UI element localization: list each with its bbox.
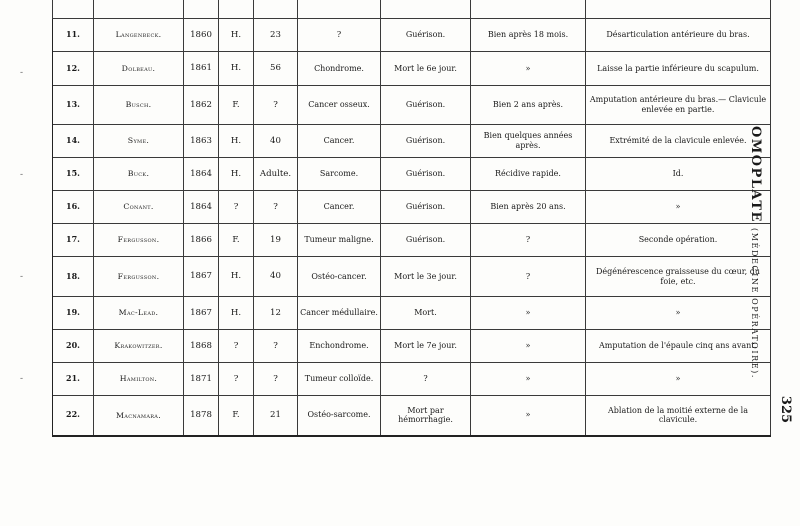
- diagnosis: Cancer osseux.: [298, 86, 381, 125]
- follow-up: ?: [471, 224, 586, 257]
- year: 1864: [184, 158, 219, 191]
- sex: ?: [219, 330, 254, 363]
- year: 1860: [184, 19, 219, 52]
- margin-mark: -: [20, 68, 24, 78]
- year: 1878: [184, 396, 219, 436]
- sex: H.: [219, 297, 254, 330]
- outcome: Mort par hémorrhagie.: [381, 396, 471, 436]
- surgeon-name: Fergusson.: [94, 224, 184, 257]
- operation-notes: Désarticulation antérieure du bras.: [586, 19, 771, 52]
- surgeon-name: Hamilton.: [94, 363, 184, 396]
- operation-notes: Amputation de l'épaule cinq ans avant.: [586, 330, 771, 363]
- margin-mark: -: [20, 170, 24, 180]
- operation-notes: Ablation de la moitié externe de la clavicule.: [586, 396, 771, 436]
- diagnosis: Tumeur maligne.: [298, 224, 381, 257]
- surgeon-name: Conant.: [94, 191, 184, 224]
- outcome: Mort le 6e jour.: [381, 52, 471, 86]
- row-number: 17.: [53, 224, 94, 257]
- table-row: [53, 158, 771, 191]
- surgeon-name: Busch.: [94, 86, 184, 125]
- table-row: [53, 297, 771, 330]
- surgeon-name: Dolbeau.: [94, 52, 184, 86]
- sex: ?: [219, 363, 254, 396]
- sex: H.: [219, 257, 254, 297]
- year: 1867: [184, 257, 219, 297]
- diagnosis: Ostéo-sarcome.: [298, 396, 381, 436]
- row-number: 21.: [53, 363, 94, 396]
- follow-up: Récidive rapide.: [471, 158, 586, 191]
- table-row: [53, 86, 771, 125]
- operation-notes: Dégénérescence graisseuse du cœur, du foie, etc.: [586, 257, 771, 297]
- surgeon-name: Mac-Lead.: [94, 297, 184, 330]
- age: Adulte.: [254, 158, 298, 191]
- outcome: Guérison.: [381, 224, 471, 257]
- column-rule: [253, 0, 254, 18]
- table-row: [53, 363, 771, 396]
- follow-up: »: [471, 330, 586, 363]
- age: 40: [254, 257, 298, 297]
- table-row: [53, 191, 771, 224]
- table-row: [53, 224, 771, 257]
- outcome: Mort le 7e jour.: [381, 330, 471, 363]
- follow-up: Bien après 20 ans.: [471, 191, 586, 224]
- row-number: 18.: [53, 257, 94, 297]
- operation-notes: Id.: [586, 158, 771, 191]
- column-rule: [380, 0, 381, 18]
- diagnosis: Cancer médullaire.: [298, 297, 381, 330]
- year: 1863: [184, 125, 219, 158]
- diagnosis: Enchondrome.: [298, 330, 381, 363]
- outcome: Guérison.: [381, 125, 471, 158]
- sex: H.: [219, 52, 254, 86]
- row-number: 13.: [53, 86, 94, 125]
- column-rule: [93, 0, 94, 18]
- outcome: Guérison.: [381, 19, 471, 52]
- margin-mark: -: [20, 374, 24, 384]
- operation-notes: Seconde opération.: [586, 224, 771, 257]
- follow-up: Bien après 18 mois.: [471, 19, 586, 52]
- operation-notes: »: [586, 363, 771, 396]
- outcome: ?: [381, 363, 471, 396]
- surgeon-name: Buck.: [94, 158, 184, 191]
- follow-up: »: [471, 363, 586, 396]
- follow-up: Bien 2 ans après.: [471, 86, 586, 125]
- table-row: [53, 330, 771, 363]
- year: 1866: [184, 224, 219, 257]
- follow-up: Bien quelques années après.: [471, 125, 586, 158]
- operation-notes: »: [586, 191, 771, 224]
- diagnosis: Sarcome.: [298, 158, 381, 191]
- age: 21: [254, 396, 298, 436]
- table-row: [53, 52, 771, 86]
- age: ?: [254, 86, 298, 125]
- year: 1871: [184, 363, 219, 396]
- running-head-title: OMOPLATE: [748, 126, 763, 223]
- column-rule: [183, 0, 184, 18]
- column-rule: [297, 0, 298, 18]
- outcome: Guérison.: [381, 158, 471, 191]
- year: 1868: [184, 330, 219, 363]
- follow-up: »: [471, 396, 586, 436]
- table-row: [53, 19, 771, 52]
- operation-notes: Laisse la partie inférieure du scapulum.: [586, 52, 771, 86]
- diagnosis: Cancer.: [298, 191, 381, 224]
- table-body: [53, 19, 771, 436]
- table-row: [53, 125, 771, 158]
- sex: H.: [219, 158, 254, 191]
- surgeon-name: Krakowitzer.: [94, 330, 184, 363]
- sex: F.: [219, 396, 254, 436]
- surgeon-name: Fergusson.: [94, 257, 184, 297]
- margin-mark: -: [20, 272, 24, 282]
- column-rule: [218, 0, 219, 18]
- outcome: Mort.: [381, 297, 471, 330]
- operation-notes: Extrémité de la clavicule enlevée.: [586, 125, 771, 158]
- diagnosis: Ostéo-cancer.: [298, 257, 381, 297]
- age: 56: [254, 52, 298, 86]
- operation-notes: »: [586, 297, 771, 330]
- sex: ?: [219, 191, 254, 224]
- age: 40: [254, 125, 298, 158]
- age: ?: [254, 191, 298, 224]
- age: ?: [254, 363, 298, 396]
- operations-table: [52, 18, 771, 437]
- operation-notes: Amputation antérieure du bras.— Clavicule enlevée en partie.: [586, 86, 771, 125]
- outcome: Guérison.: [381, 191, 471, 224]
- row-number: 20.: [53, 330, 94, 363]
- year: 1861: [184, 52, 219, 86]
- age: 12: [254, 297, 298, 330]
- follow-up: ?: [471, 257, 586, 297]
- sex: H.: [219, 19, 254, 52]
- age: 19: [254, 224, 298, 257]
- surgeon-name: Macnamara.: [94, 396, 184, 436]
- row-number: 11.: [53, 19, 94, 52]
- diagnosis: Chondrome.: [298, 52, 381, 86]
- outcome: Mort le 3e jour.: [381, 257, 471, 297]
- age: 23: [254, 19, 298, 52]
- diagnosis: Cancer.: [298, 125, 381, 158]
- diagnosis: Tumeur colloïde.: [298, 363, 381, 396]
- table-row: [53, 396, 771, 436]
- outcome: Guérison.: [381, 86, 471, 125]
- row-number: 14.: [53, 125, 94, 158]
- row-number: 22.: [53, 396, 94, 436]
- row-number: 16.: [53, 191, 94, 224]
- column-rule: [770, 0, 771, 18]
- row-number: 12.: [53, 52, 94, 86]
- surgeon-name: Syme.: [94, 125, 184, 158]
- follow-up: »: [471, 52, 586, 86]
- age: ?: [254, 330, 298, 363]
- sex: H.: [219, 125, 254, 158]
- year: 1862: [184, 86, 219, 125]
- diagnosis: ?: [298, 19, 381, 52]
- sex: F.: [219, 86, 254, 125]
- sex: F.: [219, 224, 254, 257]
- surgeon-name: Langenbeck.: [94, 19, 184, 52]
- year: 1864: [184, 191, 219, 224]
- row-number: 19.: [53, 297, 94, 330]
- running-head-subtitle: (MÉDECINE OPÉRATOIRE).: [750, 228, 759, 380]
- follow-up: »: [471, 297, 586, 330]
- column-rule: [52, 0, 53, 18]
- year: 1867: [184, 297, 219, 330]
- table-row: [53, 257, 771, 297]
- column-rule: [470, 0, 471, 18]
- row-number: 15.: [53, 158, 94, 191]
- page-number: 325: [778, 395, 794, 424]
- column-rule: [585, 0, 586, 18]
- running-head: [747, 126, 767, 526]
